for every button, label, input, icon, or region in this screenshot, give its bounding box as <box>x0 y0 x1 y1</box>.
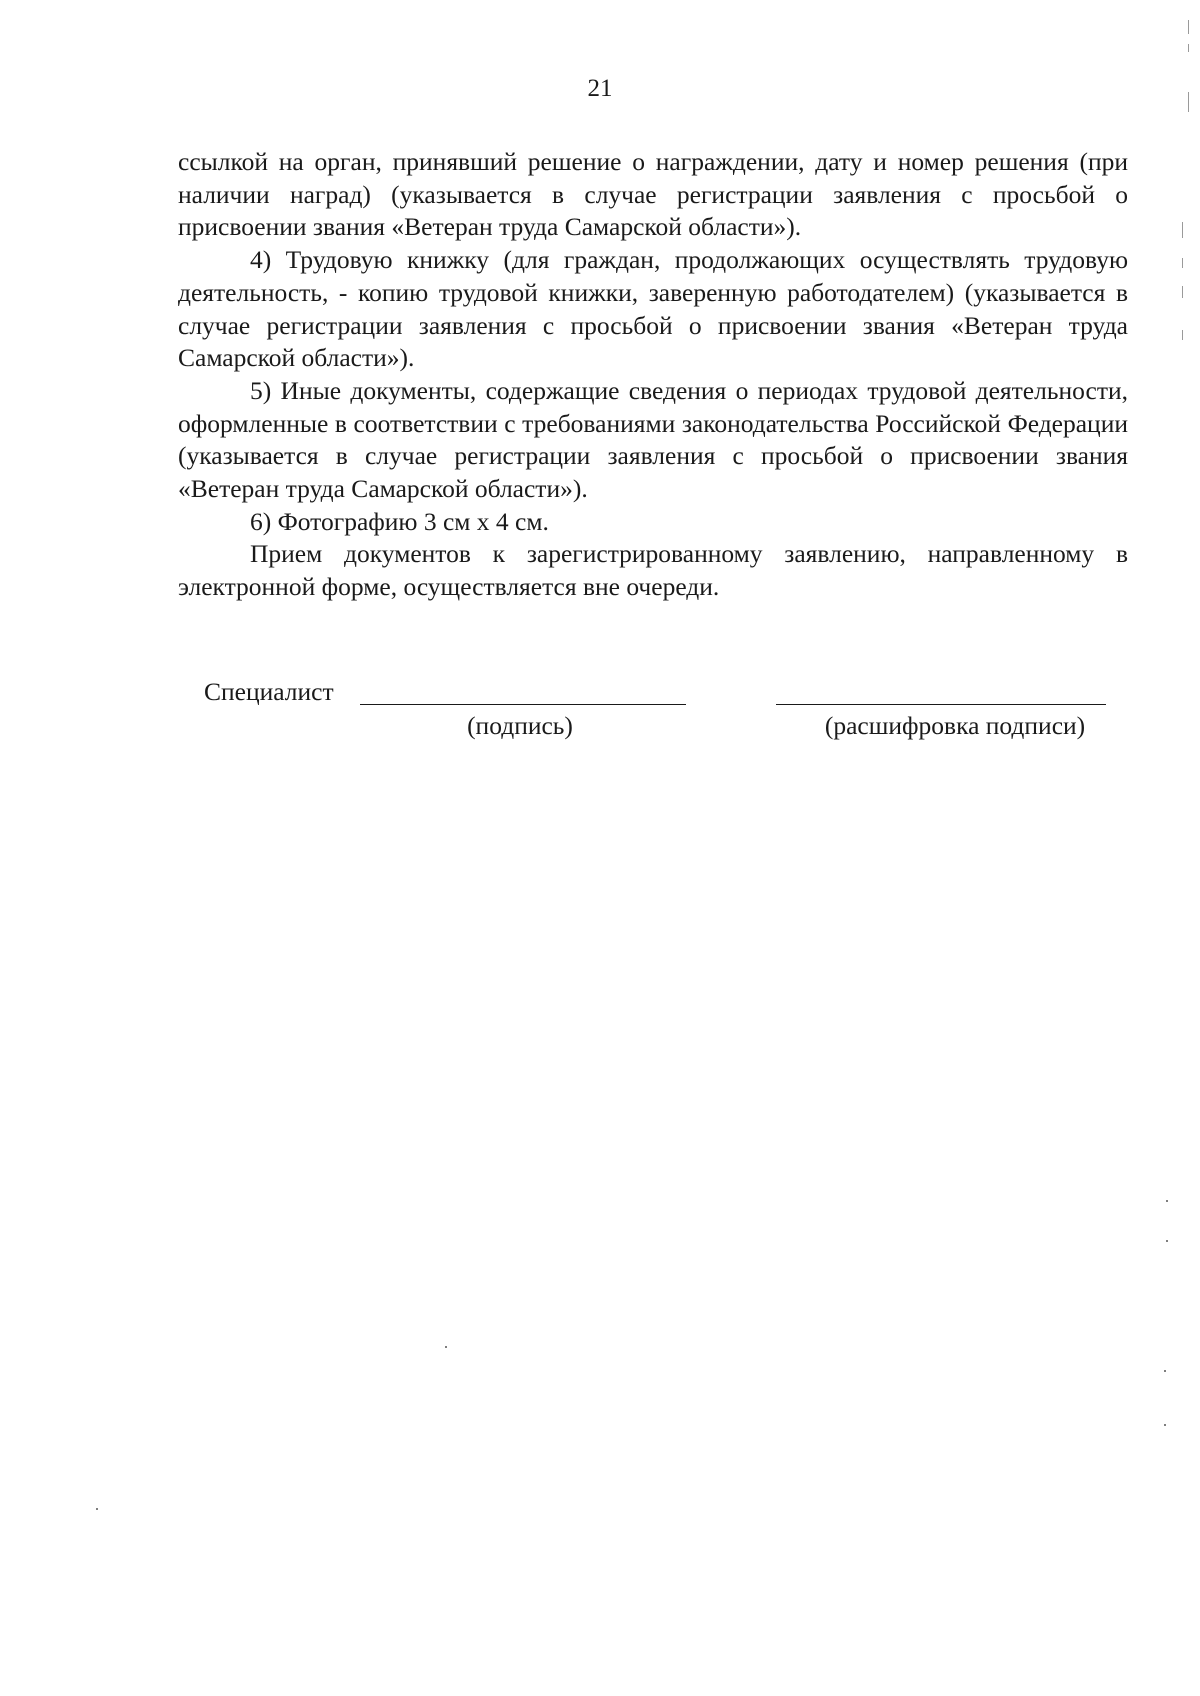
signature-decoding-line <box>776 704 1106 705</box>
signature-block <box>0 676 1200 756</box>
signature-caption: (подпись) <box>467 711 573 740</box>
signature-label: Специалист <box>204 677 334 706</box>
scan-edge-mark <box>1182 286 1183 298</box>
scan-edge-mark <box>1182 330 1183 340</box>
scan-speck <box>1164 1424 1166 1426</box>
scan-speck <box>445 1346 447 1348</box>
scan-speck <box>1164 1370 1166 1372</box>
scan-edge-mark <box>1182 222 1183 238</box>
scan-edge-mark <box>1188 44 1189 52</box>
scan-speck <box>1166 1240 1168 1242</box>
paragraph-item-5: 5) Иные документы, содержащие сведения о периодах трудовой деятельности, оформленные в соответствии с требованиями законодательства Российской Федерации (указывается в случае регистрации заявления с просьбой о присвоении звания «Ветеран труда Самарской области»). <box>178 375 1128 504</box>
paragraph-reception-note: Прием документов к зарегистрированному заявлению, направленному в электронной форме, осуществляется вне очереди. <box>178 539 1128 602</box>
scan-speck <box>96 1508 98 1510</box>
signature-line <box>360 704 686 705</box>
document-body <box>178 146 1128 604</box>
scan-edge-mark <box>1188 20 1189 34</box>
paragraph-item-4: 4) Трудовую книжку (для граждан, продолжающих осуществлять трудовую деятельность, - копию трудовой книжки, заверенную работодателем) (указывается в случае регистрации заявления с просьбой о присвоении звания «Ветеран труда Самарской области»). <box>178 245 1128 373</box>
scan-speck <box>1166 1200 1168 1202</box>
signature-decoding-caption: (расшифровка подписи) <box>824 711 1086 740</box>
scan-edge-mark <box>1182 258 1183 268</box>
page-number: 21 <box>587 75 613 102</box>
paragraph-continuation: ссылкой на орган, принявший решение о награждении, дату и номер решения (при наличии наград) (указывается в случае регистрации заявления с просьбой о присвоении звания «Ветеран труда Самарской области»). <box>178 147 1128 242</box>
paragraph-item-6: 6) Фотографию 3 см х 4 см. <box>250 506 549 536</box>
scan-edge-mark <box>1188 92 1189 112</box>
